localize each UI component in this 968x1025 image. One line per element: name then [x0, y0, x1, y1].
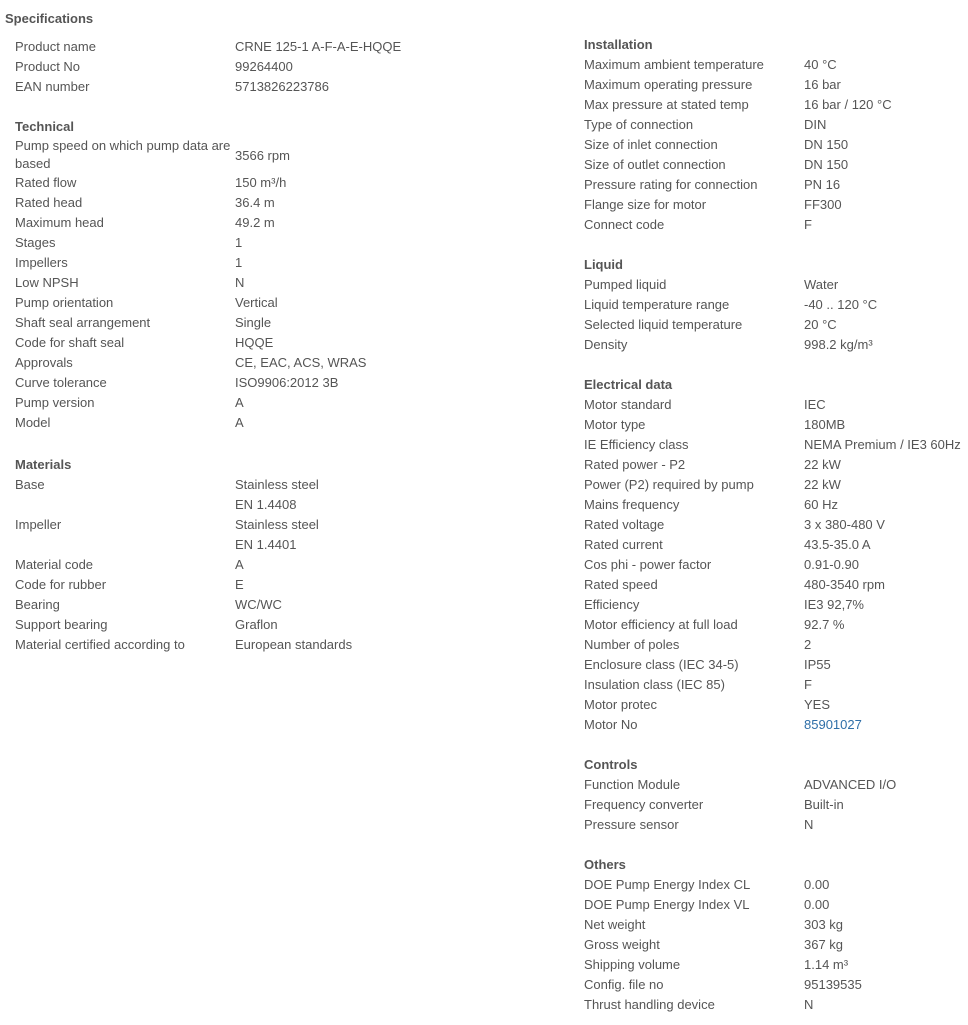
spec-label: Flange size for motor — [584, 197, 707, 212]
spec-label: Power (P2) required by pump — [584, 477, 754, 492]
spec-row — [584, 955, 849, 975]
spec-value: 180MB — [804, 417, 846, 432]
spec-row — [15, 137, 290, 173]
spec-row — [584, 635, 812, 655]
spec-label: Shaft seal arrangement — [15, 315, 151, 330]
spec-label: Pressure rating for connection — [584, 177, 758, 192]
spec-row — [584, 175, 841, 195]
spec-row — [584, 975, 862, 995]
spec-label: Max pressure at stated temp — [584, 97, 749, 112]
spec-value: Stainless steel — [235, 517, 319, 532]
section-title-electrical: Electrical data — [584, 377, 673, 392]
spec-row — [584, 395, 826, 415]
spec-label: Motor type — [584, 417, 646, 432]
spec-value: 40 °C — [804, 57, 837, 72]
spec-label: EAN number — [15, 79, 90, 94]
spec-label: Impeller — [15, 517, 62, 532]
spec-row — [584, 135, 849, 155]
spec-row — [15, 615, 278, 635]
section-title-controls: Controls — [584, 757, 638, 772]
spec-label: Code for shaft seal — [15, 335, 125, 350]
spec-label: Size of inlet connection — [584, 137, 718, 152]
spec-value: -40 .. 120 °C — [804, 297, 878, 312]
spec-row — [584, 695, 831, 715]
spec-label: Material code — [15, 557, 94, 572]
spec-label: Rated voltage — [584, 517, 665, 532]
spec-label: Bearing — [15, 597, 60, 612]
spec-row — [584, 615, 845, 635]
spec-value: European standards — [235, 637, 353, 652]
spec-label: Rated flow — [15, 175, 77, 190]
spec-label: Rated current — [584, 537, 663, 552]
spec-label: Product No — [15, 59, 81, 74]
spec-value: Built-in — [804, 797, 844, 812]
spec-row — [584, 195, 842, 215]
spec-value: N — [235, 275, 245, 290]
spec-label: Code for rubber — [15, 577, 107, 592]
spec-value: ADVANCED I/O — [804, 777, 897, 792]
spec-value: 92.7 % — [804, 617, 845, 632]
spec-value: EN 1.4401 — [235, 537, 297, 552]
spec-row — [584, 995, 814, 1015]
spec-value: FF300 — [804, 197, 842, 212]
spec-value: IEC — [804, 397, 826, 412]
spec-value: PN 16 — [804, 177, 841, 192]
spec-row — [584, 675, 812, 695]
spec-row — [584, 155, 849, 175]
spec-label: Config. file no — [584, 977, 664, 992]
section-title-materials: Materials — [15, 457, 72, 472]
spec-value: 0.00 — [804, 897, 830, 912]
spec-row — [15, 193, 275, 213]
spec-row — [584, 335, 873, 355]
spec-row — [15, 535, 297, 555]
others-section — [584, 855, 862, 1015]
spec-label: Gross weight — [584, 937, 660, 952]
spec-label: Maximum head — [15, 215, 104, 230]
spec-value: HQQE — [235, 335, 274, 350]
spec-row — [15, 475, 319, 495]
spec-value: IP55 — [804, 657, 831, 672]
spec-row — [584, 75, 841, 95]
spec-label: Pump version — [15, 395, 95, 410]
spec-label: Selected liquid temperature — [584, 317, 743, 332]
spec-value: Water — [804, 277, 839, 292]
spec-label: Material certified according to — [15, 637, 185, 652]
spec-row — [584, 95, 892, 115]
spec-row — [584, 515, 885, 535]
spec-value: 1 — [235, 235, 243, 250]
spec-row — [15, 495, 297, 515]
spec-label: Shipping volume — [584, 957, 681, 972]
spec-row — [15, 333, 274, 353]
spec-value: NEMA Premium / IE3 60Hz — [804, 437, 961, 452]
spec-value: 49.2 m — [235, 215, 275, 230]
spec-value: Vertical — [235, 295, 278, 310]
spec-label: Model — [15, 415, 51, 430]
spec-value: 95139535 — [804, 977, 862, 992]
spec-row — [15, 233, 243, 253]
spec-row — [15, 373, 339, 393]
spec-row — [584, 935, 844, 955]
spec-label: Curve tolerance — [15, 375, 107, 390]
spec-value: 1 — [235, 255, 243, 270]
spec-label: DOE Pump Energy Index VL — [584, 897, 750, 912]
spec-label: Pump speed on which pump data are based — [15, 138, 231, 171]
spec-label: Rated power - P2 — [584, 457, 686, 472]
spec-value: 3566 rpm — [235, 148, 290, 163]
spec-value: Stainless steel — [235, 477, 319, 492]
spec-label: Density — [584, 337, 628, 352]
spec-row — [584, 275, 839, 295]
materials-section — [15, 455, 353, 655]
spec-label: DOE Pump Energy Index CL — [584, 877, 751, 892]
spec-label: Net weight — [584, 917, 646, 932]
spec-label: Insulation class (IEC 85) — [584, 677, 725, 692]
spec-value: DIN — [804, 117, 827, 132]
spec-label: Stages — [15, 235, 56, 250]
spec-label: Enclosure class (IEC 34-5) — [584, 657, 739, 672]
spec-label: Approvals — [15, 355, 73, 370]
spec-value: 20 °C — [804, 317, 837, 332]
spec-row — [584, 895, 830, 915]
installation-section — [584, 35, 892, 235]
spec-label: Pressure sensor — [584, 817, 679, 832]
page-title: Specifications — [5, 11, 94, 26]
spec-row — [15, 413, 244, 433]
spec-row — [584, 595, 864, 615]
spec-value: F — [804, 217, 812, 232]
spec-value: Single — [235, 315, 272, 330]
spec-value: A — [235, 557, 244, 572]
spec-label: Thrust handling device — [584, 997, 715, 1012]
spec-label: Support bearing — [15, 617, 108, 632]
liquid-section — [584, 255, 878, 355]
motor-no-link[interactable]: 85901027 — [804, 717, 862, 732]
section-title-technical: Technical — [15, 119, 75, 134]
spec-value: 0.00 — [804, 877, 830, 892]
spec-value: F — [804, 677, 812, 692]
controls-section — [584, 755, 897, 835]
spec-label: Maximum ambient temperature — [584, 57, 764, 72]
spec-label: IE Efficiency class — [584, 437, 689, 452]
spec-label: Product name — [15, 39, 96, 54]
spec-label: Size of outlet connection — [584, 157, 726, 172]
spec-value: EN 1.4408 — [235, 497, 297, 512]
section-title-others: Others — [584, 857, 626, 872]
spec-value: 16 bar / 120 °C — [804, 97, 892, 112]
spec-row — [15, 213, 275, 233]
spec-value: 998.2 kg/m³ — [804, 337, 873, 352]
spec-row — [584, 415, 846, 435]
spec-row — [584, 915, 844, 935]
spec-row — [584, 115, 827, 135]
spec-value: 36.4 m — [235, 195, 275, 210]
spec-label: Impellers — [15, 255, 68, 270]
spec-value: 3 x 380-480 V — [804, 517, 885, 532]
spec-row — [15, 393, 244, 413]
spec-label: Low NPSH — [15, 275, 79, 290]
spec-value: CRNE 125-1 A-F-A-E-HQQE — [235, 39, 402, 54]
spec-row — [584, 815, 814, 835]
spec-value: 22 kW — [804, 477, 841, 492]
spec-label: Motor protec — [584, 697, 657, 712]
spec-label: Connect code — [584, 217, 665, 232]
spec-row — [584, 535, 871, 555]
spec-row — [584, 775, 897, 795]
spec-row — [15, 595, 282, 615]
spec-value: DN 150 — [804, 137, 849, 152]
spec-row — [15, 575, 244, 595]
spec-value: CE, EAC, ACS, WRAS — [235, 355, 367, 370]
spec-label: Rated speed — [584, 577, 658, 592]
spec-label: Type of connection — [584, 117, 694, 132]
spec-value: 5713826223786 — [235, 79, 329, 94]
spec-label: Number of poles — [584, 637, 680, 652]
spec-value: WC/WC — [235, 597, 282, 612]
spec-value: 480-3540 rpm — [804, 577, 885, 592]
spec-row — [584, 315, 837, 335]
spec-value: 22 kW — [804, 457, 841, 472]
spec-row — [584, 655, 831, 675]
spec-label: Motor standard — [584, 397, 672, 412]
spec-row — [15, 635, 353, 655]
spec-row — [584, 295, 878, 315]
section-title-installation: Installation — [584, 37, 653, 52]
spec-value: DN 150 — [804, 157, 849, 172]
spec-value: 150 m³/h — [235, 175, 287, 190]
spec-row — [584, 435, 961, 455]
spec-label: Efficiency — [584, 597, 640, 612]
technical-section — [15, 117, 367, 433]
spec-value: YES — [804, 697, 831, 712]
spec-value: 1.14 m³ — [804, 957, 849, 972]
spec-value: 367 kg — [804, 937, 844, 952]
spec-row — [584, 495, 838, 515]
spec-row — [15, 273, 245, 293]
spec-value: N — [804, 997, 814, 1012]
electrical-section — [584, 375, 961, 735]
spec-value: ISO9906:2012 3B — [235, 375, 339, 390]
spec-value: 2 — [804, 637, 812, 652]
spec-label: Base — [15, 477, 45, 492]
spec-row — [584, 55, 837, 75]
spec-value: 303 kg — [804, 917, 844, 932]
spec-row-motor-no — [584, 715, 862, 735]
spec-row — [15, 515, 319, 535]
spec-label: Maximum operating pressure — [584, 77, 753, 92]
spec-value: A — [235, 395, 244, 410]
spec-label: Motor No — [584, 717, 638, 732]
spec-row — [584, 455, 841, 475]
spec-row — [584, 555, 859, 575]
spec-row — [15, 253, 243, 273]
spec-value: IE3 92,7% — [804, 597, 864, 612]
spec-row — [15, 313, 272, 333]
spec-row — [584, 795, 844, 815]
spec-label: Function Module — [584, 777, 681, 792]
spec-row — [584, 575, 885, 595]
spec-value: A — [235, 415, 244, 430]
spec-label: Motor efficiency at full load — [584, 617, 738, 632]
spec-label: Mains frequency — [584, 497, 680, 512]
section-title-liquid: Liquid — [584, 257, 623, 272]
spec-label: Frequency converter — [584, 797, 704, 812]
spec-value: 99264400 — [235, 59, 293, 74]
spec-label: Pump orientation — [15, 295, 114, 310]
spec-value: Graflon — [235, 617, 278, 632]
spec-value: 0.91-0.90 — [804, 557, 859, 572]
spec-value: 43.5-35.0 A — [804, 537, 871, 552]
spec-label: Liquid temperature range — [584, 297, 730, 312]
spec-label: Rated head — [15, 195, 83, 210]
spec-row — [15, 353, 367, 373]
spec-value: 16 bar — [804, 77, 841, 92]
spec-row — [15, 555, 244, 575]
spec-row — [584, 215, 812, 235]
spec-row — [584, 875, 830, 895]
spec-row — [15, 173, 287, 193]
spec-label: Pumped liquid — [584, 277, 667, 292]
spec-label: Cos phi - power factor — [584, 557, 712, 572]
spec-row — [584, 475, 841, 495]
spec-value: E — [235, 577, 244, 592]
spec-value: 60 Hz — [804, 497, 838, 512]
spec-row — [15, 293, 278, 313]
spec-value: N — [804, 817, 814, 832]
